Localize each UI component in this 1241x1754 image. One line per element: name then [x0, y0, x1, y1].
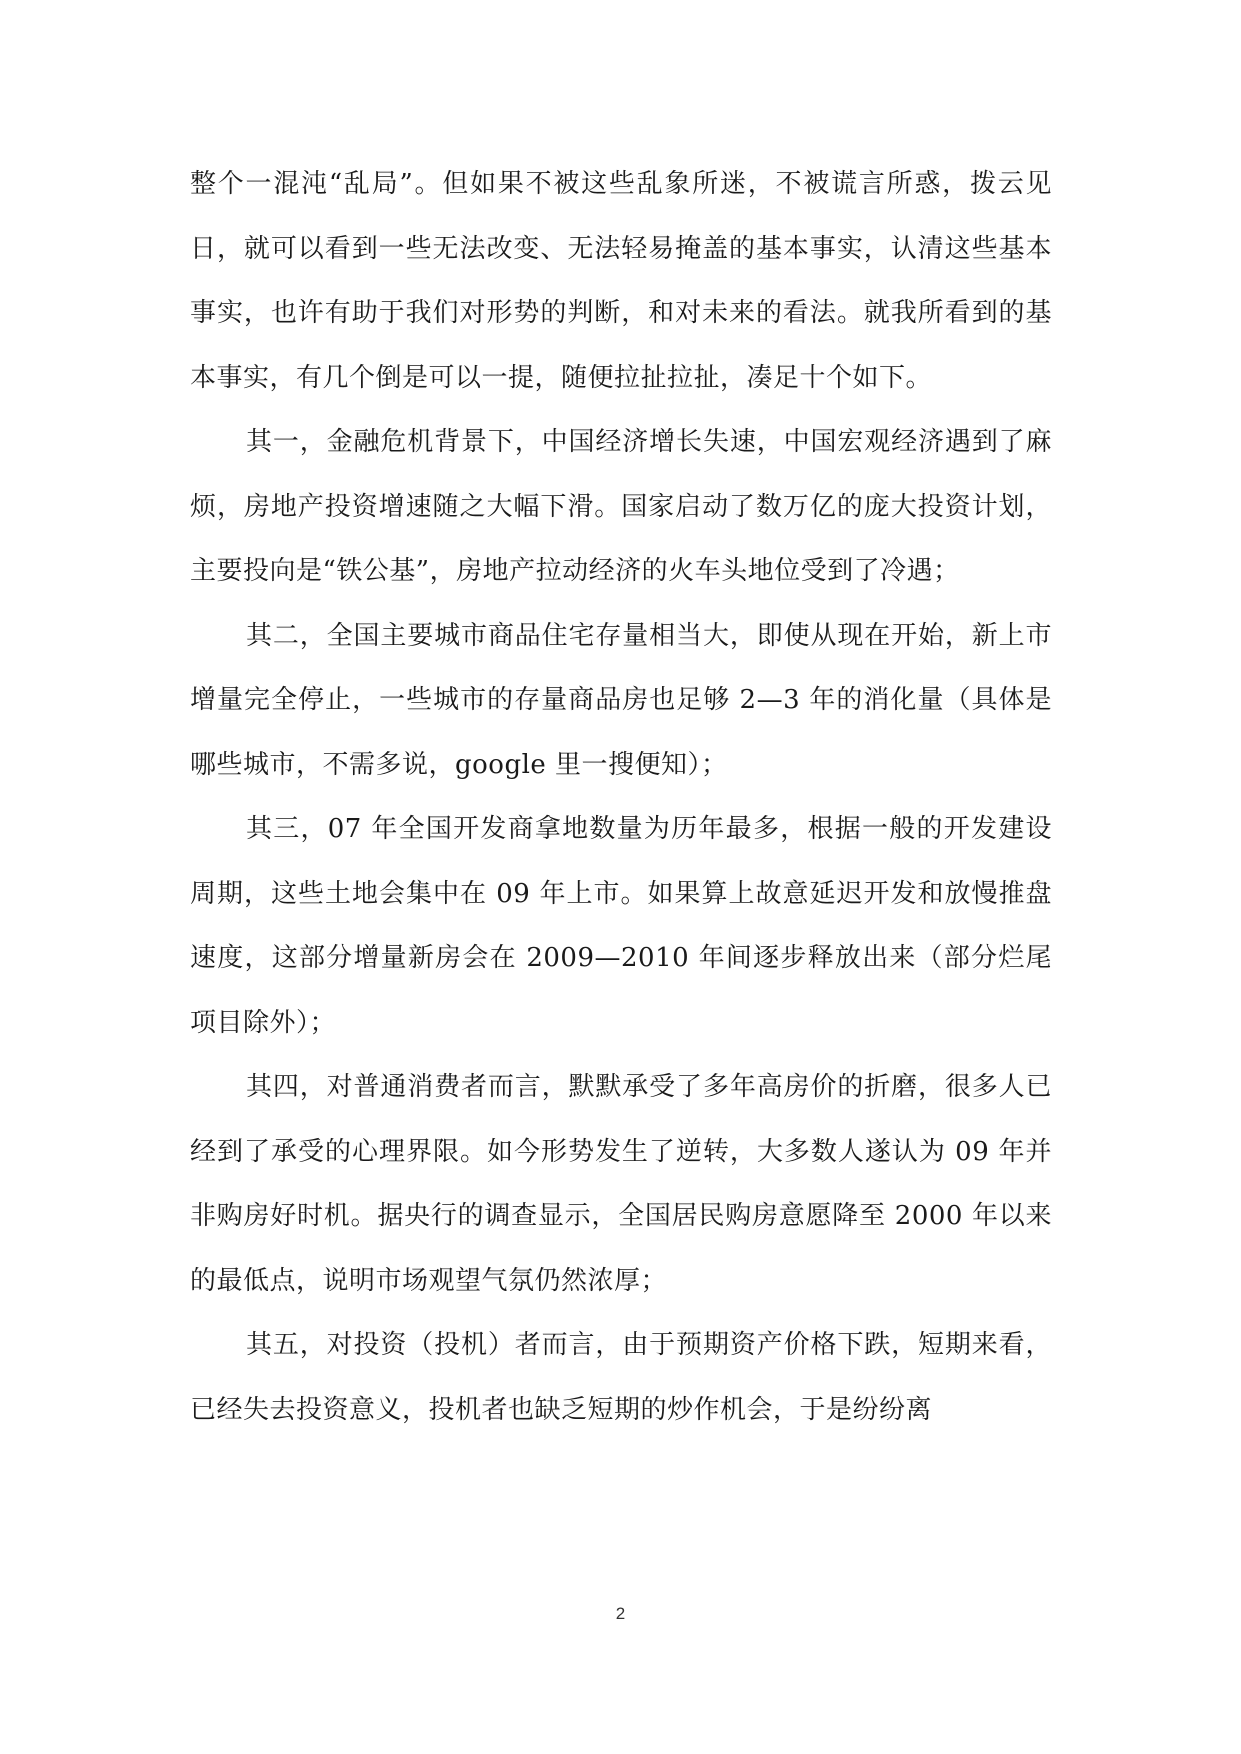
- paragraph-point-2: 其二，全国主要城市商品住宅存量相当大，即使从现在开始，新上市增量完全停止，一些城市的存量商品房也足够 2—3 年的消化量（具体是哪些城市，不需多说，google 里一搜便知）；: [190, 620, 1052, 780]
- page-number: 2: [615, 1604, 626, 1623]
- body-text: [190, 152, 1052, 1442]
- paragraph-point-3: 其三，07 年全国开发商拿地数量为历年最多，根据一般的开发建设周期，这些土地会集中在 09 年上市。如果算上故意延迟开发和放慢推盘速度，这部分增量新房会在 2009—2010 年间逐步释放出来（部分烂尾项目除外）；: [190, 814, 1052, 1038]
- paragraph-intro-continued: 整个一混沌“乱局”。但如果不被这些乱象所迷，不被谎言所惑，拨云见日，就可以看到一些无法改变、无法轻易掩盖的基本事实，认清这些基本事实，也许有助于我们对形势的判断，和对未来的看法。就我所看到的基本事实，有几个倒是可以一提，随便拉扯拉扯，凑足十个如下。: [190, 169, 1052, 393]
- paragraph-point-5: 其五，对投资（投机）者而言，由于预期资产价格下跌，短期来看，已经失去投资意义，投机者也缺乏短期的炒作机会，于是纷纷离: [190, 1330, 1052, 1425]
- paragraph-point-1: 其一，金融危机背景下，中国经济增长失速，中国宏观经济遇到了麻烦，房地产投资增速随之大幅下滑。国家启动了数万亿的庞大投资计划，主要投向是“铁公基”，房地产拉动经济的火车头地位受到了冷遇；: [190, 427, 1052, 586]
- paragraph-point-4: 其四，对普通消费者而言，默默承受了多年高房价的折磨，很多人已经到了承受的心理界限。如今形势发生了逆转，大多数人遂认为 09 年并非购房好时机。据央行的调查显示，全国居民购房意愿降至 2000 年以来的最低点，说明市场观望气氛仍然浓厚；: [190, 1072, 1052, 1296]
